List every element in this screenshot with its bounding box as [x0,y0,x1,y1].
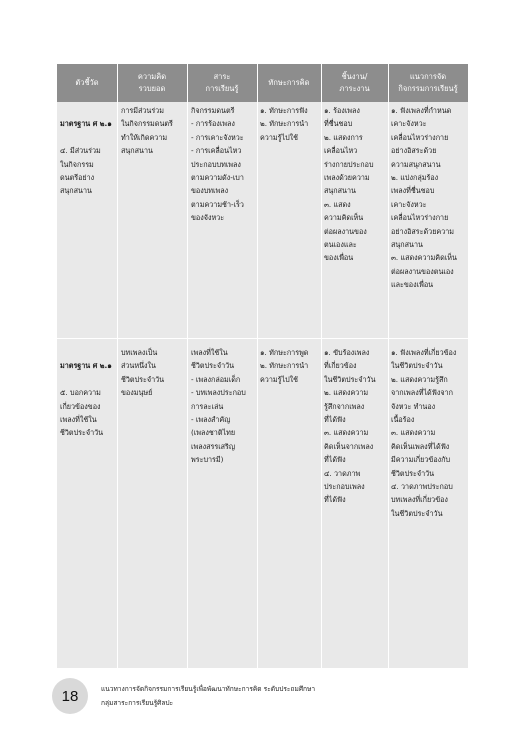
tasks-cell: ๑. ร้องเพลง ที่ชื่นชอบ ๒. แสดงการ เคลื่อนไหว ร่างกายประกอบ เพลงด้วยความ สนุกสนาน ๓. แสดง ความคิดเห็น ต่อผลงานของ ตนเองและ ของเพื่อน [324,106,374,263]
column-divider [257,64,258,668]
table-header [57,64,468,102]
column-divider [117,64,118,668]
indicator-cell [60,104,117,198]
header-content: สาระ การเรียนรู้ [205,72,239,93]
curriculum-table [57,64,468,668]
page-number-badge [52,678,88,714]
footer-book-title: แนวทางการจัดกิจกรรมการเรียนรู้เพื่อพัฒนาทักษะการคิด ระดับประถมศึกษา [101,685,316,693]
header-indicator: ตัวชี้วัด [75,78,99,87]
indicator-cell [60,346,117,440]
tasks-cell: ๑. ขับร้องเพลง ที่เกี่ยวข้อง ในชีวิตประจำวัน ๒. แสดงความ รู้สึกจากเพลง ที่ได้ฟัง ๓. แสดงความ คิดเห็นจากเพลง ที่ได้ฟัง ๔. วาดภาพ ประกอบเพลง ที่ได้ฟัง [324,348,376,505]
activities-cell: ๑. ฟังเพลงที่กำหนด เคาะจังหวะ เคลื่อนไหวร่างกาย อย่างอิสระด้วย ความสนุกสนาน ๒. แบ่งกลุ่มร้อง เพลงที่ชื่นชอบ เคาะจังหวะ เคลื่อนไหวร่างกาย อย่างอิสระด้วยความ สนุกสนาน ๓. แสดงความคิดเห็น ต่อผลงานของตนเอง และของเพื่อน [391,106,457,290]
column-divider [388,64,389,668]
content-cell: เพลงที่ใช้ใน ชีวิตประจำวัน - เพลงกล่อมเด็ก - บทเพลงประกอบ การละเล่น - เพลงสำคัญ (เพลงชาติไทย เพลงสรรเสริญ พระบารมี) [191,348,246,465]
footer-subject: กลุ่มสาระการเรียนรู้ศิลปะ [101,699,174,707]
activities-cell: ๑. ฟังเพลงที่เกี่ยวข้อง ในชีวิตประจำวัน ๒. แสดงความรู้สึก จากเพลงที่ได้ฟังจาก จังหวะ ทำนอง เนื้อร้อง ๓. แสดงความ คิดเห็นเพลงที่ได้ฟัง มีความเกี่ยวข้องกับ ชีวิตประจำวัน ๔. วาดภาพประกอบ บทเพลงที่เกี่ยวข้อง ในชีวิตประจำวัน [391,348,457,518]
concept-cell: การมีส่วนร่วม ในกิจกรรมดนตรี ทำให้เกิดความ สนุกสนาน [121,106,173,156]
row-divider [57,338,468,339]
header-tasks: ชิ้นงาน/ ภาระงาน [339,72,370,93]
indicator-text: ๔. มีส่วนร่วม ในกิจกรรม ดนตรีอย่าง สนุกสนาน [60,146,101,196]
indicator-code: มาตรฐาน ศ ๒.๑ [60,361,112,371]
indicator-code: มาตรฐาน ศ ๒.๑ [60,119,112,129]
column-divider [187,64,188,668]
header-concept: ความคิด รวบยอด [137,72,167,93]
skills-cell: ๑. ทักษะการพูด ๒. ทักษะการนำ ความรู้ไปใช้ [260,348,309,384]
concept-cell: บทเพลงเป็น ส่วนหนึ่งใน ชีวิตประจำวัน ของมนุษย์ [121,348,165,398]
indicator-text: ๕. บอกความ เกี่ยวข้องของ เพลงที่ใช้ใน ชีวิตประจำวัน [60,388,104,438]
header-thinking-skills: ทักษะการคิด [268,78,310,87]
column-divider [321,64,322,668]
content-cell: กิจกรรมดนตรี - การร้องเพลง - การเคาะจังหวะ - การเคลื่อนไหว ประกอบบทเพลง ตามความดัง-เบา ของบทเพลง ตามความช้า-เร็ว ของจังหวะ [191,106,244,223]
page-number: 18 [61,687,79,705]
header-activities: แนวการจัด กิจกรรมการเรียนรู้ [398,72,458,93]
skills-cell: ๑. ทักษะการฟัง ๒. ทักษะการนำ ความรู้ไปใช้ [260,106,309,142]
